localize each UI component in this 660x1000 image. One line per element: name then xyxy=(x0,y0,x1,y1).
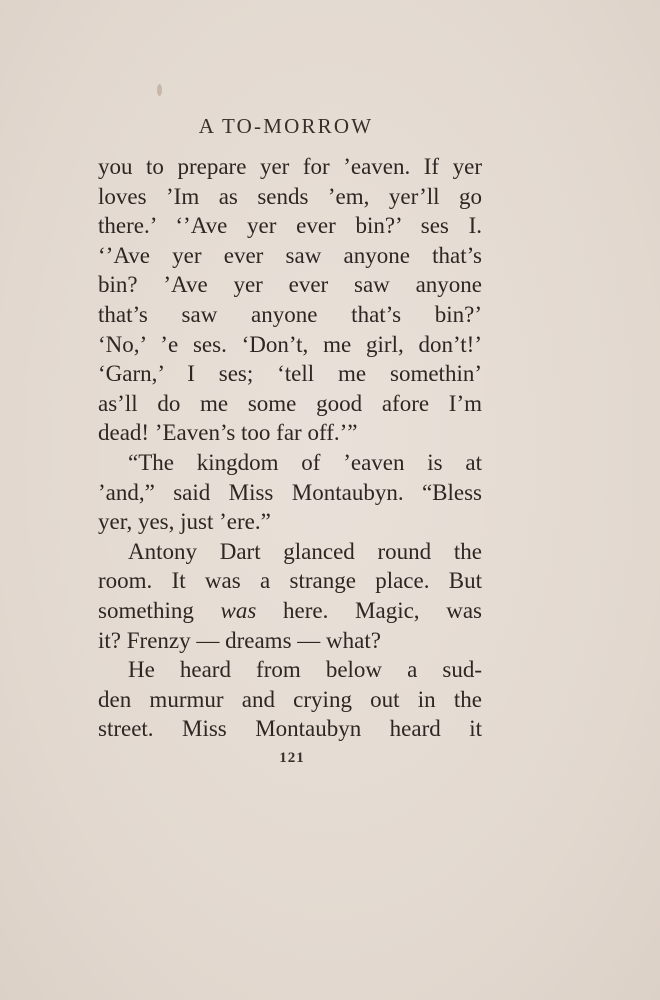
emphasis: was xyxy=(220,597,257,623)
page-number: 121 xyxy=(279,750,305,766)
text-line: it? Frenzy — dreams — what? xyxy=(98,627,381,653)
paper-speck xyxy=(157,84,162,96)
text-line: den murmur and crying out in the xyxy=(98,686,482,712)
text-line: “The kingdom of ’eaven is at xyxy=(128,449,482,475)
body-text xyxy=(98,152,482,744)
text-line: that’s saw anyone that’s bin?’ xyxy=(98,301,482,327)
text-line: bin? ’Ave yer ever saw anyone xyxy=(98,272,482,298)
text-line: there.’ ‘’Ave yer ever bin?’ ses I. xyxy=(98,213,482,239)
text-line: yer, yes, just ’ere.” xyxy=(98,509,271,535)
running-head: A TO-MORROW xyxy=(198,114,374,138)
text-line: ‘No,’ ’e ses. ‘Don’t, me girl, don’t!’ xyxy=(98,331,482,357)
text-line: dead! ’Eaven’s too far off.’” xyxy=(98,420,358,446)
text-line: ‘Garn,’ I ses; ‘tell me somethin’ xyxy=(98,361,482,387)
text-line: He heard from below a sud- xyxy=(128,657,482,683)
text-line: street. Miss Montaubyn heard it xyxy=(98,716,482,742)
text-line: you to prepare yer for ’eaven. If yer xyxy=(98,154,482,179)
text-line: something was here. Magic, was xyxy=(98,597,482,623)
text-line: Antony Dart glanced round the xyxy=(128,538,482,564)
text-line: room. It was a strange place. But xyxy=(98,568,482,594)
text-line: ’and,” said Miss Montaubyn. “Bless xyxy=(98,479,482,505)
text-line: ‘’Ave yer ever saw anyone that’s xyxy=(98,242,482,268)
text-line: loves ’Im as sends ’em, yer’ll go xyxy=(98,183,482,209)
text-line: as’ll do me some good afore I’m xyxy=(98,390,482,416)
